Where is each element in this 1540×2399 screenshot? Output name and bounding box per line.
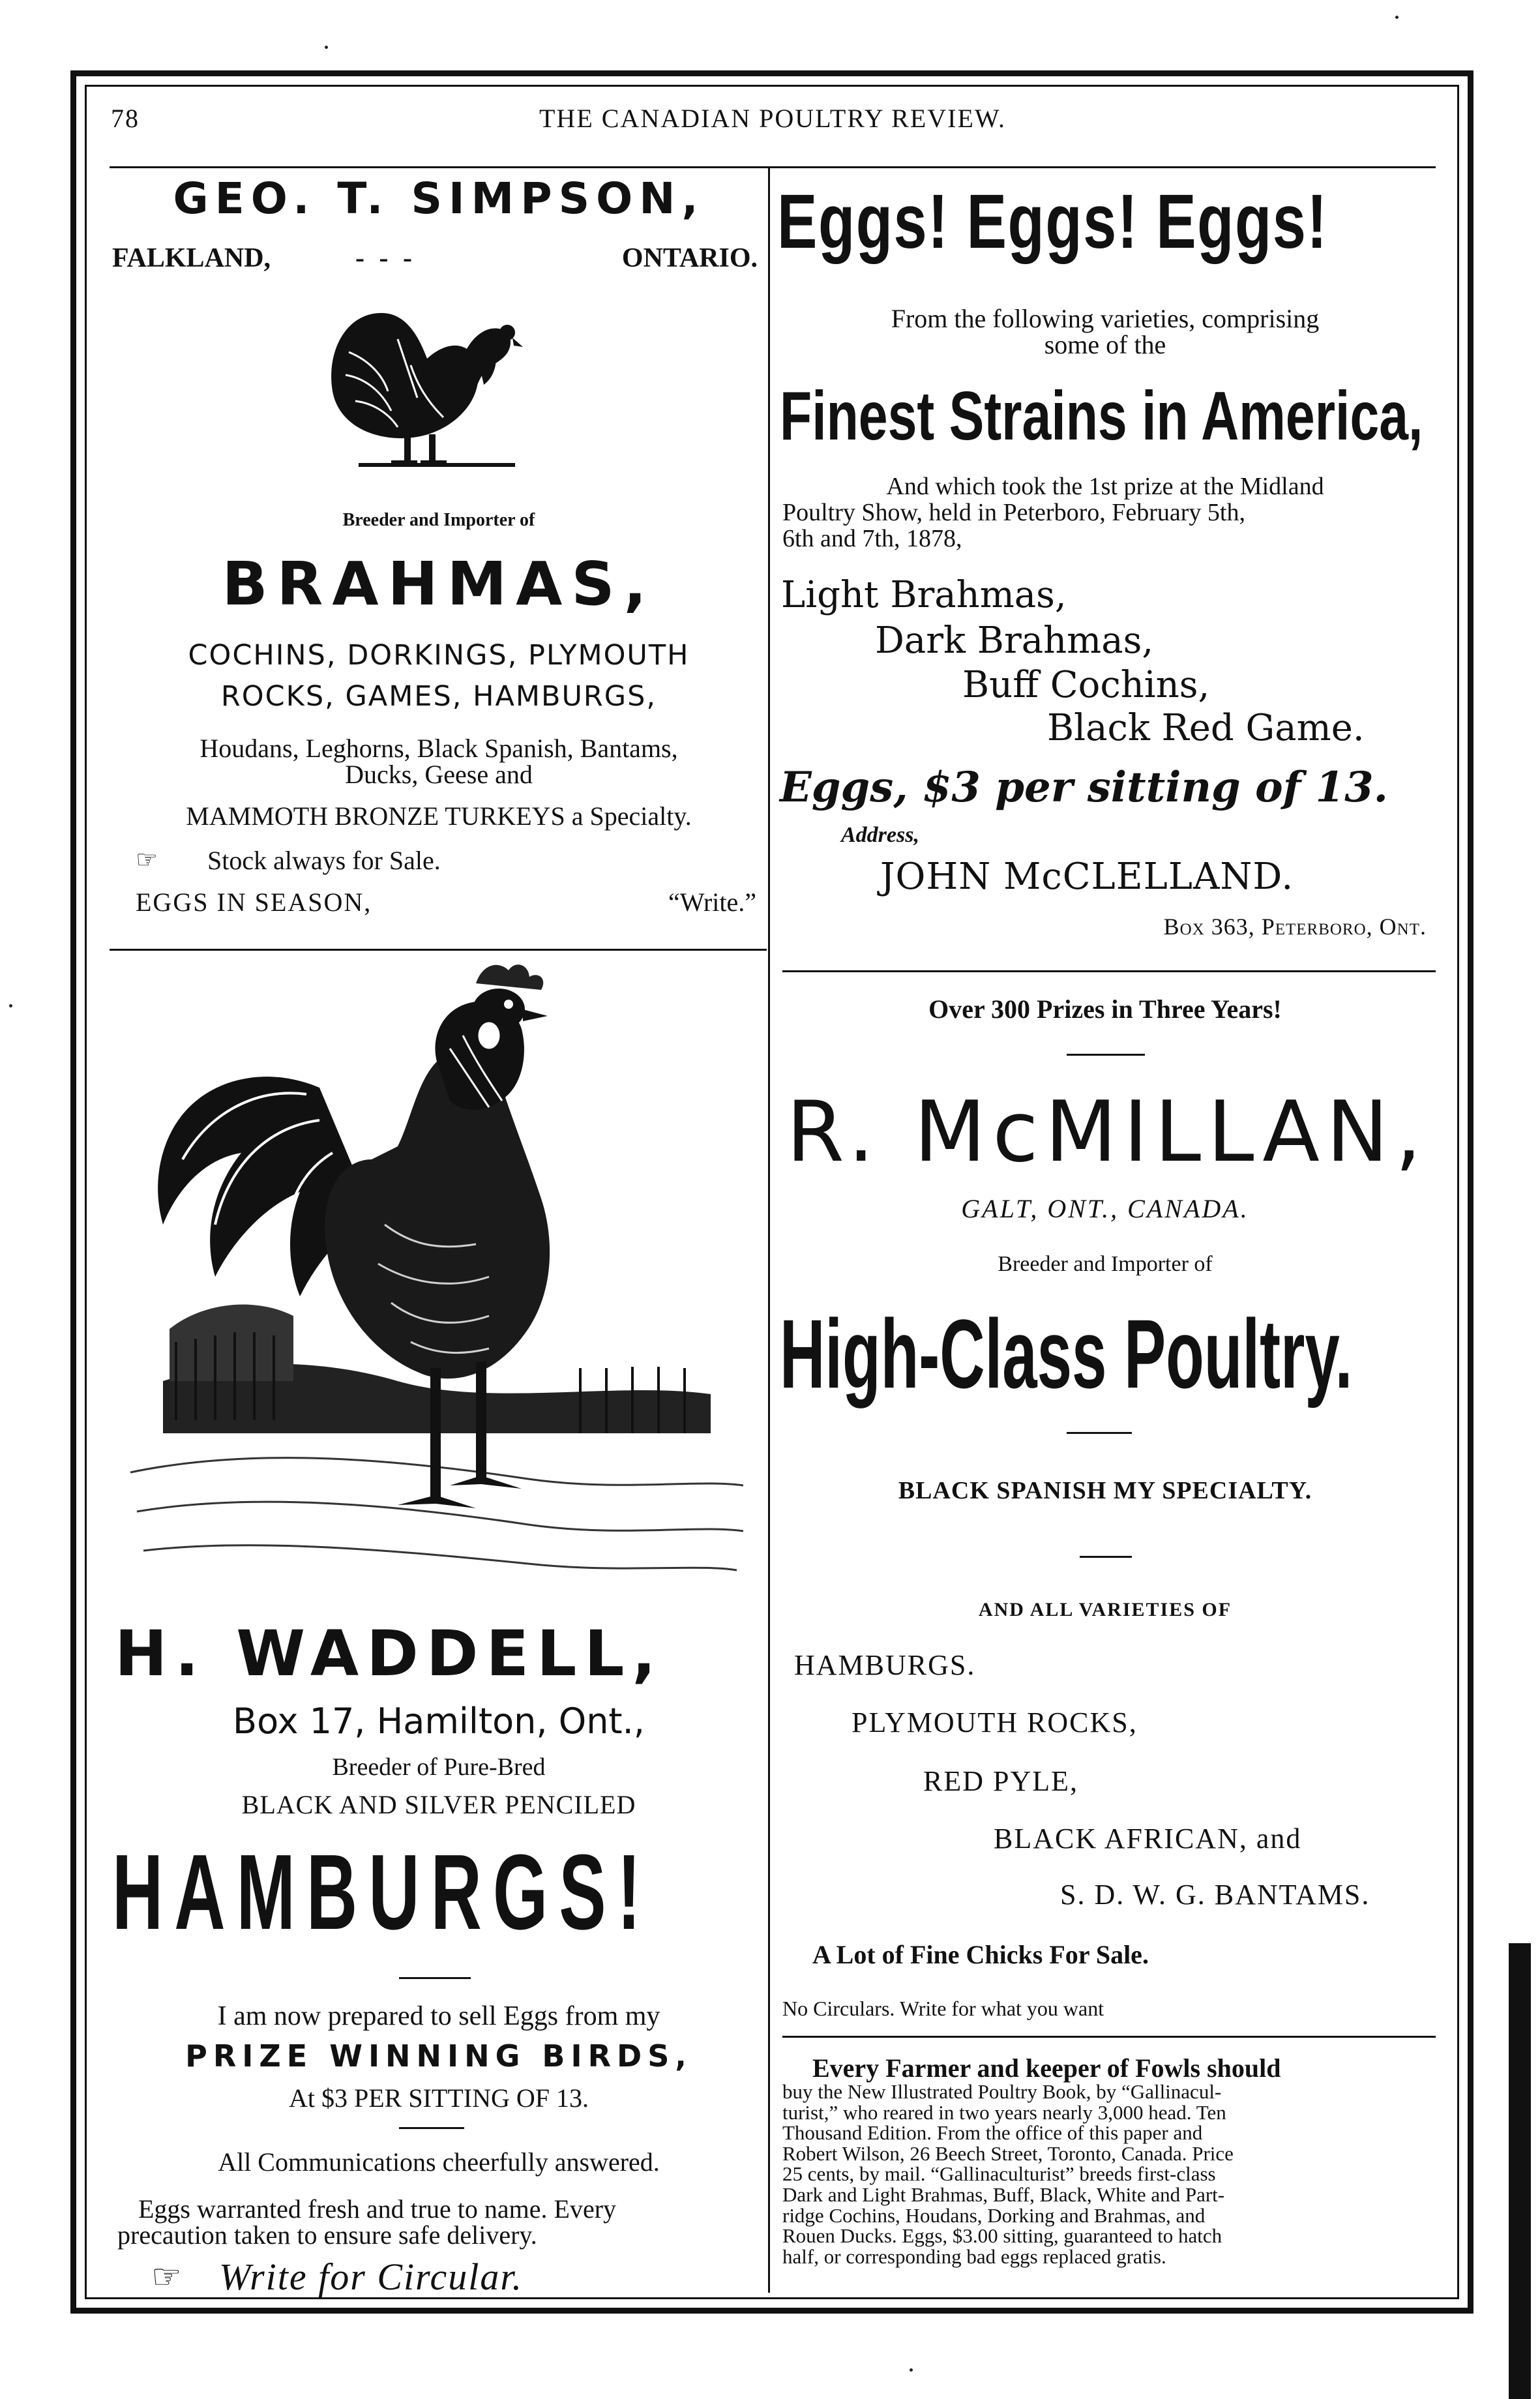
ad-headline: HAMBURGS! (112, 1832, 652, 1952)
eggs-line: EGGS IN SEASON, (136, 887, 372, 917)
header-rule (110, 166, 1436, 168)
book-line: Rouen Ducks. Eggs, $3.00 sitting, guaranteed to hatch (782, 2224, 1222, 2248)
breeds-line: Houdans, Leghorns, Black Spanish, Bantams, (200, 734, 678, 763)
tagline: Breeder of Pure-Bred (332, 1753, 546, 1781)
advertiser-name: H. WADDELL, (115, 1617, 664, 1690)
tagline: Breeder and Importer of (342, 510, 535, 530)
warranty-line: precaution taken to ensure safe delivery. (117, 2220, 537, 2250)
variety-item: Light Brahmas, (781, 574, 1067, 616)
book-headline: Every Farmer and keeper of Fowls should (812, 2053, 1281, 2083)
intro-line: some of the (1044, 330, 1166, 359)
address-label: Address, (841, 823, 919, 847)
advertiser-box: Box 17, Hamilton, Ont., (233, 1701, 645, 1742)
ad-headline: Eggs! Eggs! Eggs! (777, 179, 1328, 265)
variety-item: PLYMOUTH ROCKS, (851, 1706, 1138, 1738)
pointing-hand-icon: ☞ (136, 845, 158, 874)
short-rule (1080, 1556, 1132, 1558)
write-note: “Write.” (668, 887, 756, 917)
ad-headline: High-Class Poultry. (780, 1299, 1353, 1408)
scan-speck (325, 46, 328, 49)
strains-headline: Finest Strains in America, (780, 378, 1423, 454)
book-line: ridge Cochins, Houdans, Dorking and Brahmas, and (782, 2203, 1206, 2227)
prize-line: Poultry Show, held in Peterboro, February 5th, (782, 499, 1245, 526)
variety-item: Buff Cochins, (962, 664, 1210, 706)
advertiser-name: R. McMILLAN, (786, 1084, 1429, 1181)
scan-edge-bar (1509, 1943, 1531, 2399)
book-line: buy the New Illustrated Poultry Book, by “Gallinacul- (782, 2080, 1222, 2103)
circulars-line: No Circulars. Write for what you want (782, 1997, 1104, 2020)
section-rule-right-bottom (782, 2036, 1436, 2038)
prize-birds-line: PRIZE WINNING BIRDS, (185, 2038, 692, 2074)
rooster-illustration (124, 964, 750, 1616)
running-title: THE CANADIAN POULTRY REVIEW. (539, 104, 1006, 133)
pointing-hand-icon: ☞ (151, 2257, 182, 2297)
advertiser-name: GEO. T. SIMPSON, (173, 173, 705, 224)
short-rule (399, 2127, 464, 2129)
section-rule-right (782, 970, 1436, 972)
prize-line: 6th and 7th, 1878, (782, 525, 962, 552)
warranty-line: Eggs warranted fresh and true to name. Every (138, 2194, 617, 2224)
short-rule (399, 1977, 471, 1979)
book-line: Thousand Edition. From the office of this paper and (782, 2121, 1203, 2145)
variety-item: BLACK AFRICAN, and (994, 1823, 1302, 1855)
breeds-line: Ducks, Geese and (345, 760, 533, 789)
book-line: turist,” who reared in two years nearly 3,000 head. Ten (782, 2100, 1226, 2124)
intro-line: From the following varieties, comprising (891, 304, 1320, 333)
stock-line: Stock always for Sale. (207, 846, 441, 875)
tagline: Breeder and Importer of (998, 1252, 1213, 1276)
short-rule (1067, 1054, 1145, 1056)
book-line: Robert Wilson, 26 Beech Street, Toronto, Canada. Price (782, 2141, 1234, 2165)
variety-item: HAMBURGS. (794, 1649, 976, 1681)
book-body (782, 2081, 1433, 2267)
breeds-line: ROCKS, GAMES, HAMBURGS, (220, 680, 657, 713)
advertiser-town: FALKLAND, (112, 243, 271, 273)
price-line: Eggs, $3 per sitting of 13. (780, 763, 1388, 812)
contact-name: JOHN McCLELLAND. (880, 856, 1294, 898)
communications-line: All Communications cheerfully answered. (218, 2147, 660, 2177)
price-line: At $3 PER SITTING OF 13. (288, 2083, 589, 2113)
section-rule-left (110, 949, 767, 951)
variety-item: Black Red Game. (1047, 707, 1365, 749)
circular-line: Write for Circular. (219, 2256, 524, 2298)
running-header (111, 103, 1434, 142)
turkey-illustration (319, 287, 528, 473)
separator-dashes: - - - (355, 243, 416, 273)
breed-line: BLACK AND SILVER PENCILED (241, 1790, 636, 1819)
eggs-line: I am now prepared to sell Eggs from my (217, 2001, 660, 2031)
contact-box: Box 363, Peterboro, Ont. (1163, 914, 1427, 940)
advertiser-province: ONTARIO. (621, 243, 758, 273)
variety-item: S. D. W. G. BANTAMS. (1060, 1879, 1370, 1911)
scan-speck (910, 2368, 913, 2372)
location-line: GALT, ONT., CANADA. (961, 1194, 1249, 1223)
prize-line: And which took the 1st prize at the Midland (886, 473, 1324, 500)
featured-breed: BRAHMAS, (222, 549, 656, 619)
scan-speck (9, 1004, 12, 1007)
page-number: 78 (111, 104, 140, 133)
scan-speck (1395, 16, 1399, 19)
chicks-line: A Lot of Fine Chicks For Sale. (812, 1940, 1149, 1969)
column-divider (768, 168, 770, 2293)
varieties-intro: AND ALL VARIETIES OF (978, 1599, 1232, 1620)
prizes-line: Over 300 Prizes in Three Years! (928, 994, 1282, 1024)
variety-item: RED PYLE, (923, 1765, 1078, 1797)
specialty-line: MAMMOTH BRONZE TURKEYS a Specialty. (186, 801, 692, 831)
specialty-line: BLACK SPANISH MY SPECIALTY. (898, 1477, 1312, 1504)
variety-item: Dark Brahmas, (875, 619, 1154, 662)
book-line: half, or corresponding bad eggs replaced gratis. (782, 2244, 1166, 2268)
book-line: Dark and Light Brahmas, Buff, Black, White and Part- (782, 2183, 1225, 2207)
short-rule (1067, 1432, 1132, 1434)
book-line: 25 cents, by mail. “Gallinaculturist” breeds first-class (782, 2162, 1216, 2186)
breeds-line: COCHINS, DORKINGS, PLYMOUTH (188, 639, 690, 672)
